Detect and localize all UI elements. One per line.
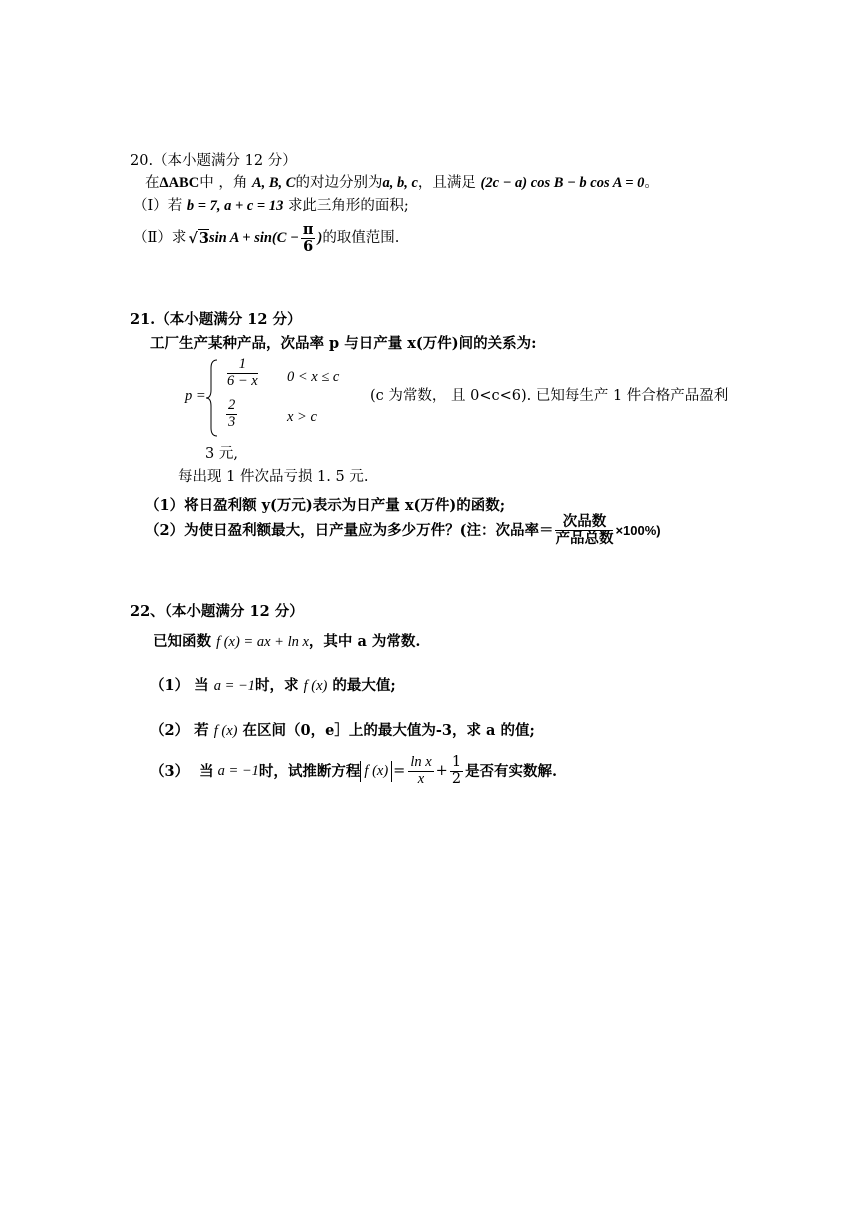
q21-case2 <box>224 398 239 431</box>
q21-case1-frac: $\frac{1}{6 - x}$ <box>227 356 258 389</box>
q22-intro <box>153 633 420 651</box>
q20-triangle: ΔABC <box>159 175 200 191</box>
q20-part2-expr: sin A + sin(C − <box>208 229 299 246</box>
q22-part3-abs: f (x) <box>360 761 392 783</box>
q22-part1-cond: a = −1 <box>213 678 256 694</box>
q20-part2-frac: $\frac{\pi}{6}$ <box>302 221 314 255</box>
q22-part3-label: （3） <box>150 762 190 780</box>
q20-part1-label: （Ⅰ）若 <box>133 198 183 214</box>
q22-part3: （3） 当 a = −1 时，试推断方程 f (x) = $\frac{\text{ln x}}{x}$ + $\frac{1}{2}$ 是否有实数解. <box>150 754 558 787</box>
q20-part1 <box>133 198 409 215</box>
q22-header: 22、（本小题满分 12 分） <box>130 603 304 620</box>
q21-p-lhs: p = <box>185 388 206 404</box>
q20-angles: A, B, C <box>251 175 296 191</box>
q20-part1-text: 求此三角形的面积; <box>287 198 409 214</box>
q20-part2-text: 的取值范围. <box>322 229 400 246</box>
q20-stem-mid3: ，且满足 <box>417 175 476 191</box>
q21-header: 21.（本小题满分 12 分） <box>130 311 302 328</box>
q20-stem-mid1: 中 ，角 <box>199 175 248 191</box>
q20-stem-mid2: 的对边分别为 <box>295 175 383 191</box>
q21-loss: 每出现 1 件次品亏损 1. 5 元. <box>178 469 369 485</box>
q20-part2-sqrt: 3 <box>198 229 209 247</box>
q22-part3-frac2: $\frac{1}{2}$ <box>451 754 462 787</box>
q21-part2-tail: ×100%) <box>615 522 661 538</box>
q20-sides: a, b, c <box>382 175 418 191</box>
q21-part1: （1）将日盈利额 y(万元)表示为日产量 x(万件)的函数; <box>145 497 506 514</box>
q21-case1 <box>225 357 260 390</box>
q21-intro: 工厂生产某种产品，次品率 p 与日产量 x(万件)间的关系为: <box>150 335 537 352</box>
q22-intro-pre: 已知函数 <box>153 633 211 650</box>
q21-case2-frac: $\frac{2}{3}$ <box>228 397 236 430</box>
q21-profit: 3 元, <box>205 446 238 462</box>
q21-part2 <box>145 514 661 547</box>
q22-part2-label: （2） <box>150 722 190 739</box>
q20-part2-label: （Ⅱ）求 <box>133 229 187 246</box>
q22-func: f (x) = ax + ln x <box>216 634 309 650</box>
q22-part1-label: （1） <box>150 677 190 694</box>
q21-case1-cond: 0 < x ≤ c <box>287 369 340 385</box>
q22-part2: （2） 若 f (x) 在区间（0，e］上的最大值为-3，求 a 的值; <box>150 722 535 739</box>
q22-part3-frac1: $\frac{\text{ln x}}{x}$ <box>410 754 432 787</box>
q20-header: 20.（本小题满分 12 分） <box>130 153 297 169</box>
q20-stem <box>145 175 659 192</box>
q21-case2-cond: x > c <box>287 409 317 425</box>
q20-part1-given: b = 7, a + c = 13 <box>186 198 284 214</box>
q20-part2: （Ⅱ）求 √3 sin A + sin(C − $\frac{\pi}{6}$ ) 的取值范围. <box>133 221 400 255</box>
q20-stem-end: 。 <box>644 175 659 191</box>
q22-part1: （1） 当 a = −1时，求 f (x) 的最大值; <box>150 677 396 694</box>
q21-note-c: (c 为常数， 且 0<c<6). 已知每生产 1 件合格产品盈利 <box>370 388 729 404</box>
q20-stem-pre: 在 <box>145 175 160 191</box>
q22-intro-post: ，其中 a 为常数. <box>308 633 421 650</box>
q21-brace <box>205 358 219 438</box>
q21-defect-rate-frac: $\frac{\text{次品数}}{\text{产品总数}}$ <box>555 513 614 547</box>
q20-condition: (2c − a) cos B − b cos A = 0 <box>480 175 645 191</box>
q21-part2-text: （2）为使日盈利额最大，日产量应为多少万件？(注：次品率＝ <box>145 521 554 539</box>
